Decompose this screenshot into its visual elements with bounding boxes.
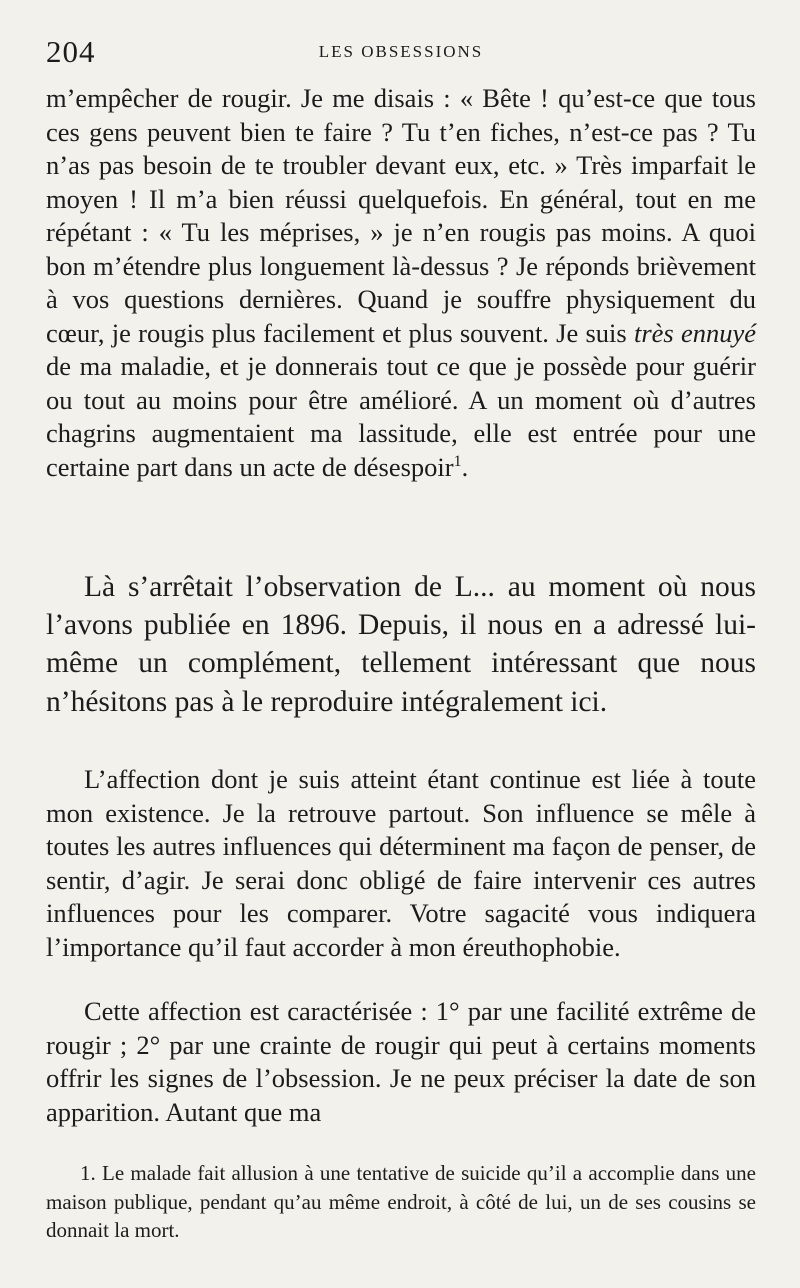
paragraph-quote-continuation xyxy=(46,82,756,484)
page-number: 204 xyxy=(46,34,96,69)
paragraph-patient-letter-continued: Cette affection est caractérisée : 1° par une facilité extrême de rougir ; 2° par une crainte de rougir qui peut à certains moments offrir les signes de l’obsession. Je ne peux préciser la date de son apparition. Autant que ma xyxy=(46,996,756,1127)
running-head xyxy=(46,34,756,68)
running-title: LES OBSESSIONS xyxy=(318,42,484,61)
paragraph-text: de ma maladie, et je donnerais tout ce que je possède pour guérir ou tout au moins pour être amélioré. A un moment où d’autres chagrins augmentaient ma lassitude, elle est entrée pour une certaine part dans un acte de désespoir xyxy=(46,351,756,482)
footnote: 1. Le malade fait allusion à une tentative de suicide qu’il a accomplie dans une maison publique, pendant qu’au même endroit, à côté de lui, un de ses cousins se donnait la mort. xyxy=(46,1161,756,1242)
emphasis-text: très ennuyé xyxy=(633,317,756,348)
footnote-ref: 1 xyxy=(453,452,462,470)
paragraph-text: . xyxy=(461,451,469,482)
paragraph-author-commentary: Là s’arrêtait l’observation de L... au moment où nous l’avons publiée en 1896. Depuis, il nous en a adressé lui-même un complément, tellement intéressant que nous n’hésitons pas à le reproduire intégralement ici. xyxy=(46,571,756,718)
paragraph-patient-letter: L’affection dont je suis atteint étant continue est liée à toute mon existence. Je la retrouve partout. Son influence se mêle à toutes les autres influences qui déterminent ma façon de penser, de sentir, d’agir. Je serai donc obligé de faire intervenir ces autres influences pour les comparer. Votre sagacité vous indiquera l’importance qu’il faut accorder à mon éreuthophobie. xyxy=(46,764,756,962)
paragraph-text: m’empêcher de rougir. Je me disais : « Bête ! qu’est-ce que tous ces gens peuvent bien te faire ? Tu t’en fiches, n’est-ce pas ? Tu n’as pas besoin de te troubler devant eux, etc. » Très imparfait le moyen ! Il m’a bien réussi quelquefois. En général, tout en me répétant : « Tu les méprises, » je n’en rougis pas moins. A quoi bon m’étendre plus longuement là-dessus ? Je réponds brièvement à vos questions dernières. Quand je souffre physiquement du cœur, je rougis plus facilement et plus souvent. Je suis xyxy=(46,83,756,348)
